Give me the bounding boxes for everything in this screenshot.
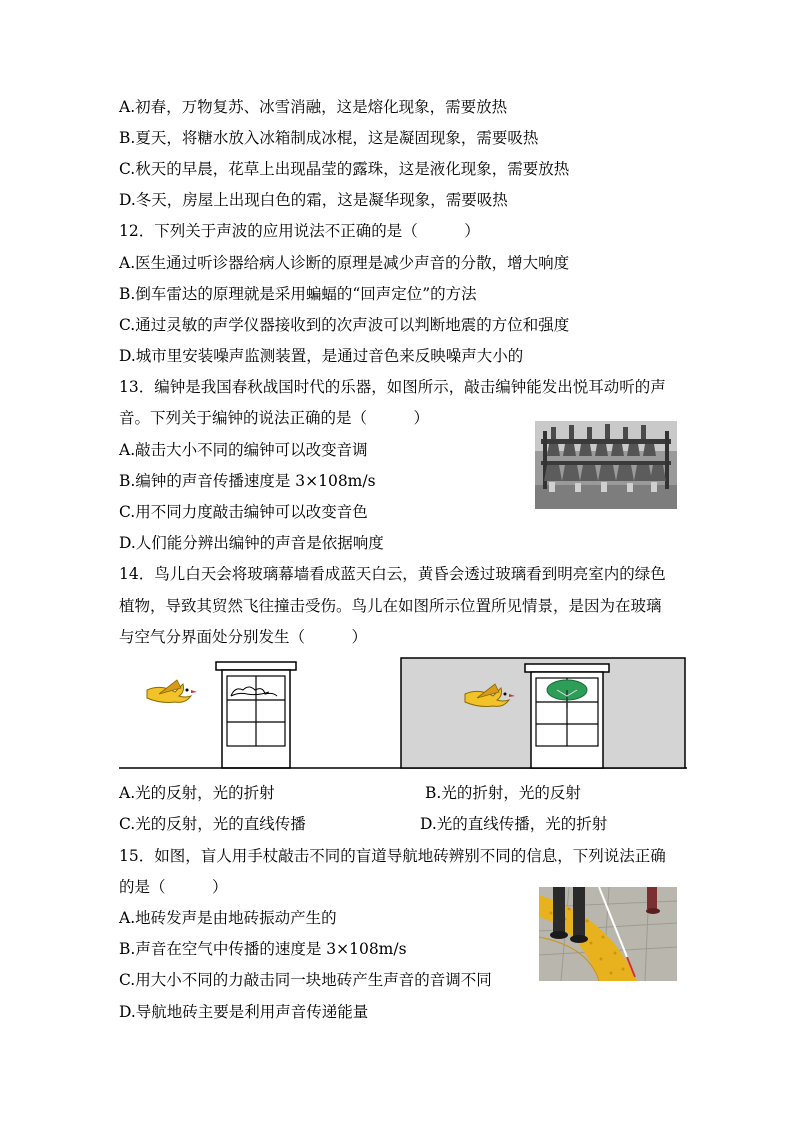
q13-option-b: B.编钟的声音传播速度是 3×108m/s: [119, 472, 376, 490]
q12-option-d: D.城市里安装噪声监测装置，是通过音色来反映噪声大小的: [119, 347, 524, 365]
q15-option-c: C.用大小不同的力敲击同一块地砖产生声音的音调不同: [119, 971, 492, 989]
q12-option-a: A.医生通过听诊器给病人诊断的原理是减少声音的分散，增大响度: [119, 254, 570, 272]
q12-option-c: C.通过灵敏的声学仪器接收到的次声波可以判断地震的方位和强度: [119, 316, 570, 334]
q15-option-d: D.导航地砖主要是利用声音传递能量: [119, 1003, 369, 1021]
q13-option-a: A.敲击大小不同的编钟可以改变音调: [119, 441, 368, 459]
left-scene: [147, 662, 296, 768]
q14-option-a: A.光的反射，光的折射: [119, 784, 275, 802]
q15-option-a: A.地砖发声是由地砖振动产生的: [119, 909, 337, 927]
q13-stem-line2: 音。下列关于编钟的说法正确的是（ ）: [119, 409, 430, 427]
q11-option-b: B.夏天，将糖水放入冰箱制成冰棍，这是凝固现象，需要吸热: [119, 129, 539, 147]
right-scene: [401, 658, 685, 768]
q11-option-c: C.秋天的早晨，花草上出现晶莹的露珠，这是液化现象，需要放热: [119, 160, 570, 178]
q15-stem-line1: 15．如图，盲人用手杖敲击不同的盲道导航地砖辨别不同的信息，下列说法正确: [119, 847, 666, 865]
q14-stem-line1: 14．鸟儿白天会将玻璃幕墙看成蓝天白云，黄昏会透过玻璃看到明亮室内的绿色: [119, 565, 666, 583]
q15-stem-line2: 的是（ ）: [119, 878, 228, 896]
q11-option-d: D.冬天，房屋上出现白色的霜，这是凝华现象，需要吸热: [119, 191, 508, 209]
bird-glass-figure: [119, 656, 687, 772]
bianzhong-photo: [535, 421, 677, 509]
bird-icon-left: [147, 680, 197, 703]
q14-option-b: B.光的折射，光的反射: [425, 784, 581, 802]
q11-option-a: A.初春，万物复苏、冰雪消融，这是熔化现象，需要放热: [119, 98, 508, 116]
q12-option-b: B.倒车雷达的原理就是采用蝙蝠的“回声定位”的方法: [119, 285, 477, 303]
q12-stem: 12．下列关于声波的应用说法不正确的是（ ）: [119, 222, 480, 240]
q14-stem-line2: 植物，导致其贸然飞往撞击受伤。鸟儿在如图所示位置所见情景，是因为在玻璃: [119, 597, 662, 615]
q13-option-d: D.人们能分辨出编钟的声音是依据响度: [119, 534, 384, 552]
q14-option-c: C.光的反射，光的直线传播: [119, 815, 306, 833]
q14-stem-line3: 与空气分界面处分别发生（ ）: [119, 628, 368, 646]
q14-option-d: D.光的直线传播，光的折射: [420, 815, 608, 833]
q15-option-b: B.声音在空气中传播的速度是 3×108m/s: [119, 940, 407, 958]
q13-stem-line1: 13．编钟是我国春秋战国时代的乐器，如图所示，敲击编钟能发出悦耳动听的声: [119, 378, 666, 396]
q13-option-c: C.用不同力度敲击编钟可以改变音色: [119, 503, 368, 521]
tactile-paving-photo: [539, 887, 677, 981]
